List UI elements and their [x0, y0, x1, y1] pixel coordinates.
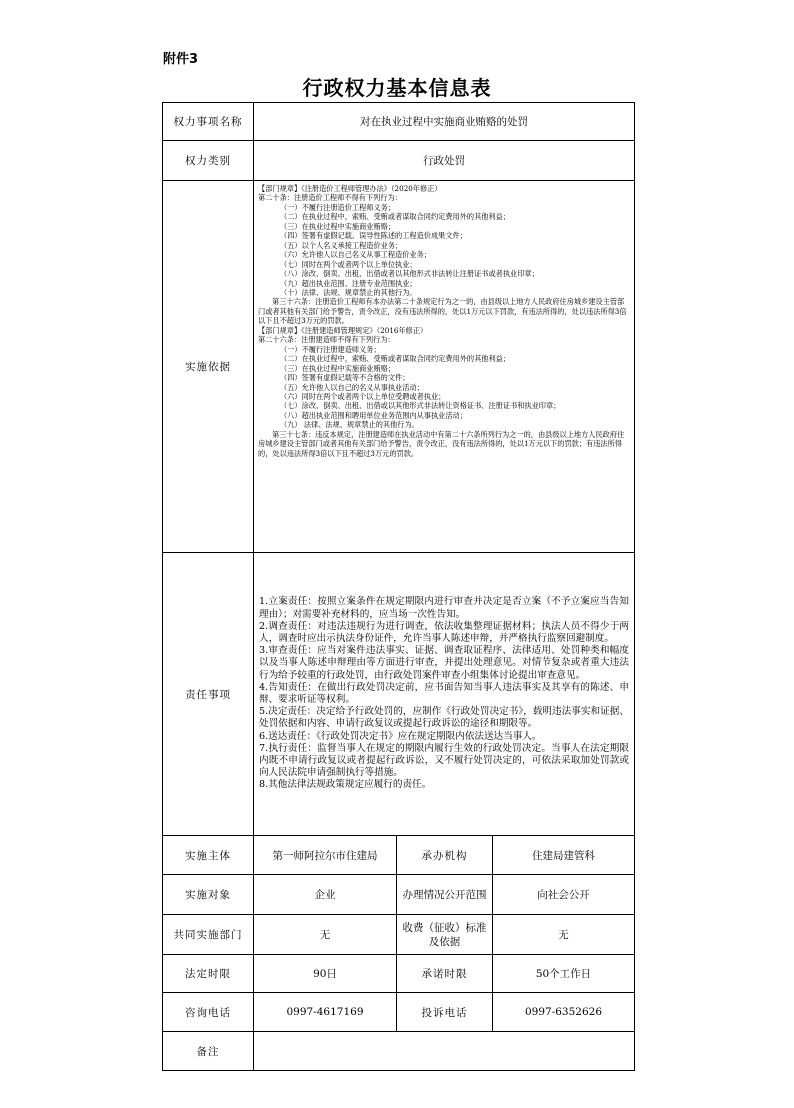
value-consult-phone: 0997-4617169 [254, 993, 397, 1032]
basis-line: 第三十六条：注册造价工程师有本办法第二十条规定行为之一的，由县级以上地方人民政府住房城乡建设主管部门或者其他有关部门给予警告，责令改正，没有违法所得的，处以1万元以下罚款，有违法所得的，处以违法所得3倍以下且不超过3万元的罚款。 [258, 297, 627, 326]
basis-line: （七）同时在两个或者两个以上单位执业； [280, 259, 417, 269]
basis-line: （六）同时在两个或者两个以上单位受聘或者执业； [280, 391, 446, 401]
basis-line: （三）在执业过程中实施商业贿赂； [280, 221, 396, 231]
row-category [163, 141, 635, 181]
value-complaint-phone: 0997-6352626 [493, 993, 635, 1032]
label-fee: 收费（征收）标准及依据 [397, 915, 493, 955]
basis-line: （五）允许他人以自己的名义从事执业活动； [280, 382, 424, 392]
basis-line: （二）在执业过程中，索贿、受贿或者谋取合同约定费用外的其他利益； [280, 354, 511, 364]
value-joint: 无 [254, 915, 397, 955]
label-promise: 承诺时限 [397, 955, 493, 993]
basis-line: （八）超出执业范围和聘用单位业务范围内从事执业活动； [280, 410, 467, 420]
basis-line: （三）在执业过程中实施商业贿赂； [280, 363, 396, 373]
basis-line: （六）允许他人以自己名义从事工程造价业务； [280, 250, 431, 260]
basis-line: （七）涂改、倒卖、出租、出借或以其他形式非法转让资格证书、注册证书和执业印章； [280, 401, 561, 411]
label-target: 实施对象 [163, 875, 254, 915]
value-remark [254, 1032, 635, 1071]
responsibility-item: 1.立案责任：按照立案条件在规定期限内进行审查并决定是否立案（不予立案应当告知理由）；对需要补充材料的，应当场一次性告知。 [259, 596, 630, 620]
label-responsibility: 责任事项 [163, 553, 254, 836]
value-name: 对在执业过程中实施商业贿赂的处罚 [254, 103, 635, 141]
label-disclosure: 办理情况公开范围 [397, 875, 493, 915]
responsibility-item: 7.执行责任：监督当事人在规定的期限内履行生效的行政处罚决定。当事人在法定期限内既不申请行政复议或者提起行政诉讼，又不履行处罚决定的，可依法采取加处罚款或向人民法院申请强制执行等措施。 [259, 742, 630, 779]
value-category: 行政处罚 [254, 141, 635, 181]
responsibility-item: 3.审查责任：应当对案件违法事实、证据、调查取证程序、法律适用、处罚种类和幅度以及当事人陈述申辩理由等方面进行审查，并提出处理意见。对情节复杂或者重大违法行为给予较重的行政处罚，由行政处罚案件审查小组集体讨论提出审查意见。 [259, 645, 630, 681]
basis-line: （四）签署有虚假记载、误导性陈述的工程造价成果文件； [280, 231, 467, 241]
label-consult-phone: 咨询电话 [163, 993, 254, 1032]
basis-line: （十）法律、法规、规章禁止的其他行为。 [280, 287, 417, 297]
basis-line: 第二十六条：注册建造师不得有下列行为： [258, 335, 395, 345]
row-responsibility [163, 553, 635, 836]
info-table [162, 102, 635, 1071]
label-complaint-phone: 投诉电话 [397, 993, 493, 1032]
row-basis [163, 181, 635, 553]
row-remark [163, 1032, 635, 1071]
basis-line: （五）以个人名义承接工程造价业务； [280, 240, 403, 250]
value-fee: 无 [493, 915, 635, 955]
value-organizer: 住建局建管科 [493, 836, 635, 875]
value-deadline: 90日 [254, 955, 397, 993]
page-title: 行政权力基本信息表 [302, 76, 492, 100]
basis-line: （一）不履行注册建造师义务； [280, 344, 381, 354]
basis-line: （二）在执业过程中，索贿、受贿或者谋取合同约定费用外的其他利益； [280, 212, 511, 222]
row-target [163, 875, 635, 915]
value-target: 企业 [254, 875, 397, 915]
label-category: 权力类别 [163, 141, 254, 181]
label-remark: 备注 [163, 1032, 254, 1071]
label-subject: 实施主体 [163, 836, 254, 875]
basis-line: （九） 法律、法规、规章禁止的其他行为。 [280, 420, 419, 430]
value-subject: 第一师阿拉尔市住建局 [254, 836, 397, 875]
basis-line: 第二十条：注册造价工程师不得有下列行为： [258, 193, 402, 203]
label-deadline: 法定时限 [163, 955, 254, 993]
basis-line: （一）不履行注册造价工程师义务； [280, 202, 396, 212]
basis-line: 第三十七条：违反本规定，注册建造师在执业活动中有第二十六条所列行为之一的，由县级以上地方人民政府住房城乡建设主管部门或者其他有关部门给予警告，责令改正，没有违法所得的，处以1万元以下的罚款；有违法所得的，处以违法所得3倍以下且不超过3万元的罚款。 [258, 429, 625, 458]
row-joint [163, 915, 635, 955]
responsibility-item: 2.调查责任：对违法违规行为进行调查，依法收集整理证据材料；执法人员不得少于两人，调查时应出示执法身份证件，允许当事人陈述申辩，并严格执行监察回避制度。 [259, 620, 630, 644]
responsibility-item: 6.送达责任：《行政处罚决定书》应在规定期限内依法送达当事人。 [259, 730, 542, 742]
row-deadline [163, 955, 635, 993]
responsibility-item: 8.其他法律法规政策规定应履行的责任。 [259, 779, 432, 791]
responsibility-item: 4.告知责任：在做出行政处罚决定前，应书面告知当事人违法事实及其享有的陈述、申辩、要求听证等权利。 [259, 681, 630, 705]
basis-line: 【部门规章】《注册建造师管理规定》（2016年修正） [258, 325, 428, 335]
row-name [163, 103, 635, 141]
row-subject [163, 836, 635, 875]
responsibility-item: 5.决定责任：决定给予行政处罚的，应制作《行政处罚决定书》，载明违法事实和证据、处罚依据和内容、申请行政复议或提起行政诉讼的途径和期限等。 [259, 706, 630, 730]
basis-line: （四）签署有虚假记载等不合格的文件； [280, 373, 410, 383]
value-promise: 50个工作日 [493, 955, 635, 993]
attachment-label: 附件3 [163, 52, 199, 67]
basis-line: （八）涂改、倒卖、出租、出借或者以其他形式非法转让注册证书或者执业印章； [280, 269, 539, 279]
basis-line: （九）超出执业范围、注册专业范围执业； [280, 278, 417, 288]
basis-line: 【部门规章】《注册造价工程师管理办法》（2020年修正） [258, 184, 442, 193]
label-joint: 共同实施部门 [163, 915, 254, 955]
label-basis: 实施依据 [163, 181, 254, 553]
row-phone [163, 993, 635, 1032]
value-responsibility [254, 553, 635, 836]
label-organizer: 承办机构 [397, 836, 493, 875]
value-disclosure: 向社会公开 [493, 875, 635, 915]
label-name: 权力事项名称 [163, 103, 254, 141]
value-basis [254, 181, 635, 553]
